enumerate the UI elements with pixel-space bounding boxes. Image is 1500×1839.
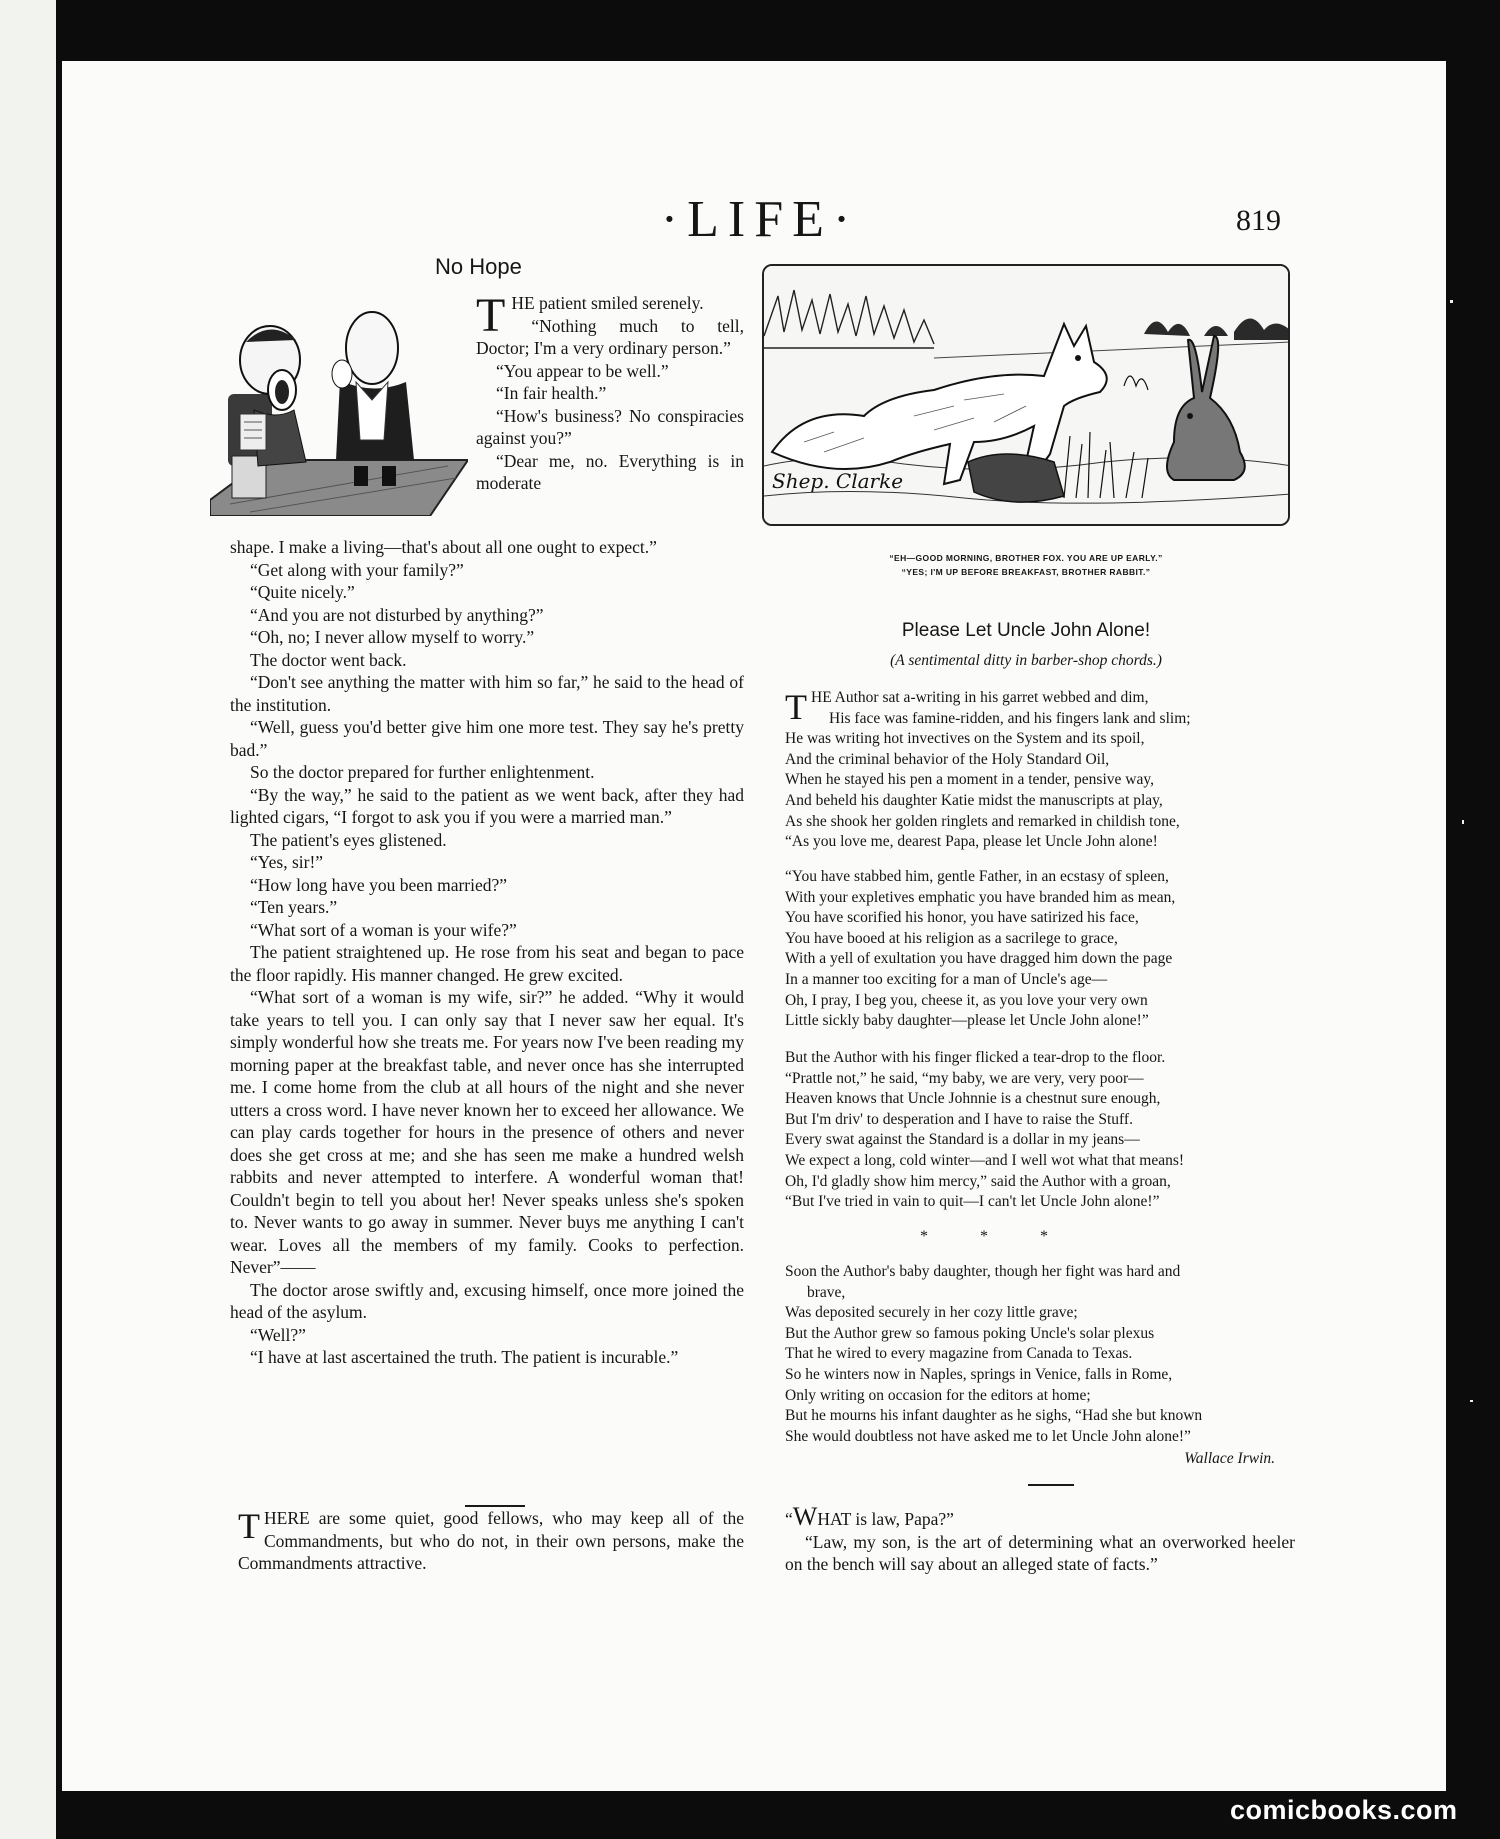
artist-signature: Shep. Clarke <box>772 469 904 493</box>
poem-stanza <box>785 1048 1295 1213</box>
paragraph: “Oh, no; I never allow myself to worry.” <box>250 627 535 647</box>
drop-cap: T <box>785 687 807 727</box>
poem-line: When he stayed his pen a moment in a tender, pensive way, <box>785 771 1154 789</box>
poem-line: With a yell of exultation you have dragged him down the page <box>785 950 1173 968</box>
paragraph: “Yes, sir!” <box>250 852 324 872</box>
paragraph: shape. I make a living—that's about all one ought to expect.” <box>230 537 657 557</box>
poem-line: And the criminal behavior of the Holy Standard Oil, <box>785 750 1110 768</box>
paragraph: “Quite nicely.” <box>250 582 355 602</box>
paragraph: “And you are not disturbed by anything?” <box>250 604 544 625</box>
poem-line: And beheld his daughter Katie midst the manuscripts at play, <box>785 791 1163 809</box>
poem-subtitle: (A sentimental ditty in barber-shop chords.) <box>890 652 1162 669</box>
paragraph: “Law, my son, is the art of determining what an overworked heeler on the bench will say about an alleged state of facts.” <box>785 1531 1295 1574</box>
paragraph: “How's business? No conspiracies against you?” <box>476 405 744 448</box>
open-quote: “ <box>785 1509 793 1529</box>
poem-stanza <box>785 688 1295 853</box>
section-stars: * * * <box>920 1228 1072 1245</box>
paragraph: So the doctor prepared for further enlightenment. <box>250 762 595 782</box>
poem-line: Little sickly baby daughter—please let Uncle John alone!” <box>785 1012 1149 1030</box>
poem-line: Oh, I pray, I beg you, cheese it, as you love your very own <box>785 991 1148 1009</box>
cartoon-caption <box>760 551 1292 579</box>
paragraph <box>785 1502 1295 1531</box>
poem-line: She would doubtless not have asked me to let Uncle John alone!” <box>785 1427 1191 1445</box>
scan-speck <box>1462 820 1464 824</box>
poem-line: HE Author sat a-writing in his garret webbed and dim, <box>811 689 1149 706</box>
poem-line: We expect a long, cold winter—and I well wot what that means! <box>785 1151 1185 1169</box>
paragraph: “In fair health.” <box>496 383 607 403</box>
paragraph: The doctor arose swiftly and, excusing himself, once more joined the head of the asylum. <box>230 1279 744 1322</box>
drop-cap: T <box>238 1506 260 1546</box>
commandments-filler <box>238 1507 744 1575</box>
masthead: ·LIFE· <box>660 191 860 248</box>
poem-line: In a manner too exciting for a man of Uncle's age— <box>785 970 1108 988</box>
paragraph: The patient straightened up. He rose from his seat and began to pace the floor rapidly. His manner changed. He grew excited. <box>230 942 744 985</box>
caption-line: “YES; I'M UP BEFORE BREAKFAST, BROTHER RABBIT.” <box>901 567 1151 577</box>
paragraph: The doctor went back. <box>250 649 407 670</box>
paragraph: The patient's eyes glistened. <box>250 829 447 850</box>
scan-speck <box>1450 300 1453 303</box>
poem-line: You have scorified his honor, you have satirized his face, <box>785 909 1139 927</box>
paragraph: “Well, guess you'd better give him one more test. They say he's pretty bad.” <box>230 717 744 760</box>
poem-line: But the Author grew so famous poking Uncle's solar plexus <box>785 1324 1155 1342</box>
poem-line: You have booed at his religion as a sacrilege to grace, <box>785 929 1118 947</box>
drop-cap: W <box>792 1502 818 1531</box>
paragraph: “What sort of a woman is my wife, sir?” he added. “Why it would take years to tell you. I can only say that I never saw her equal. It's simply wonderful how she treats me. For years now I've been reading my morning paper at the breakfast table, and never once has she interrupted me. I come home from the club at all hours of the night and she never utters a cross word. I have never known her to exceed her allowance. We can play cards together for hours in the presence of others and never does she get cross at me; and she has seen me make a hundred welsh rabbits and never attempted to interfere. A wonderful woman that! Couldn't begin to tell you about her! Never speaks unless she's spoken to. Never wants to go away in summer. Never buys me anything I can't wear. Loves all the members of my family. Cooks to perfection. Never”—— <box>230 987 744 1277</box>
poem-line: Oh, I'd gladly show him mercy,” said the Author with a groan, <box>785 1172 1171 1190</box>
adjacent-page-edge <box>0 0 62 1839</box>
poem-stanza <box>785 867 1295 1032</box>
paragraph: “By the way,” he said to the patient as we went back, after they had lighted cigars, “I forgot to ask you if you were a married man.” <box>230 784 744 827</box>
poem-title: Please Let Uncle John Alone! <box>901 620 1151 641</box>
poem-line: Was deposited securely in her cozy little grave; <box>785 1304 1078 1322</box>
poem-line: As she shook her golden ringlets and remarked in childish tone, <box>785 812 1180 830</box>
paragraph: “Get along with your family?” <box>250 559 464 580</box>
poem-line: With your expletives emphatic you have branded him as mean, <box>785 888 1176 906</box>
article-title-no-hope: No Hope <box>435 254 522 279</box>
poem-line: “But I've tried in vain to quit—I can't let Uncle John alone!” <box>785 1193 1160 1211</box>
poem-line: “You have stabbed him, gentle Father, in an ecstasy of spleen, <box>785 868 1169 885</box>
page-number: 819 <box>1236 204 1281 237</box>
paragraph: “Dear me, no. Everything is in moderate <box>476 450 744 493</box>
poem-line: Heaven knows that Uncle Johnnie is a chestnut sure enough, <box>785 1090 1161 1108</box>
poem-line: But he mourns his infant daughter as he sighs, “Had she but known <box>785 1407 1203 1425</box>
paragraph: “I have at last ascertained the truth. The patient is incurable.” <box>250 1347 679 1367</box>
poem-stanza <box>785 1262 1295 1447</box>
no-hope-intro <box>476 289 744 495</box>
poem-line: So he winters now in Naples, springs in Venice, falls in Rome, <box>785 1365 1173 1383</box>
paragraph: “Ten years.” <box>250 897 338 917</box>
fox-rabbit-cartoon <box>762 264 1290 526</box>
poem-line: That he wired to every magazine from Canada to Texas. <box>785 1345 1133 1363</box>
paragraph: HERE are some quiet, good fellows, who may keep all of the Commandments, but who do not, in their own persons, make the Commandments attractive. <box>238 1508 744 1573</box>
paragraph: “You appear to be well.” <box>496 360 669 381</box>
paragraph: “How long have you been married?” <box>250 874 508 895</box>
law-question: HAT is law, Papa?” <box>817 1509 954 1529</box>
poem-line: brave, <box>807 1283 846 1301</box>
poem-line: His face was famine-ridden, and his fingers lank and slim; <box>829 709 1191 727</box>
poem-author: Wallace Irwin. <box>1184 1450 1275 1467</box>
poem-line: But I'm driv' to desperation and I have to raise the Stuff. <box>785 1110 1133 1128</box>
poem-line: Soon the Author's baby daughter, though her fight was hard and <box>785 1263 1181 1280</box>
paragraph: “Well?” <box>250 1324 306 1345</box>
paragraph: HE patient smiled serenely. <box>511 293 704 313</box>
drop-cap: T <box>476 289 506 342</box>
poem-line: “Prattle not,” he said, “my baby, we are very, very poor— <box>785 1069 1144 1087</box>
poem-line: “As you love me, dearest Papa, please let Uncle John alone! <box>785 833 1158 851</box>
poem-line: But the Author with his finger flicked a tear-drop to the floor. <box>785 1049 1166 1066</box>
poem-line: Only writing on occasion for the editors at home; <box>785 1386 1091 1404</box>
poem-line: He was writing hot invectives on the System and its spoil, <box>785 730 1145 748</box>
paragraph: “What sort of a woman is your wife?” <box>250 919 517 940</box>
scan-speck <box>1470 1400 1473 1402</box>
law-filler <box>785 1484 1295 1576</box>
watermark: comicbooks.com <box>1230 1795 1458 1825</box>
caption-line: “EH—GOOD MORNING, BROTHER FOX. YOU ARE UP EARLY.” <box>889 553 1163 563</box>
no-hope-body <box>230 536 744 1369</box>
doctor-patient-cartoon <box>210 290 468 516</box>
paragraph: “Nothing much to tell, Doctor; I'm a very ordinary person.” <box>476 315 744 358</box>
paragraph: “Don't see anything the matter with him so far,” he said to the head of the institution. <box>230 672 744 715</box>
poem-line: Every swat against the Standard is a dollar in my jeans— <box>785 1131 1140 1149</box>
